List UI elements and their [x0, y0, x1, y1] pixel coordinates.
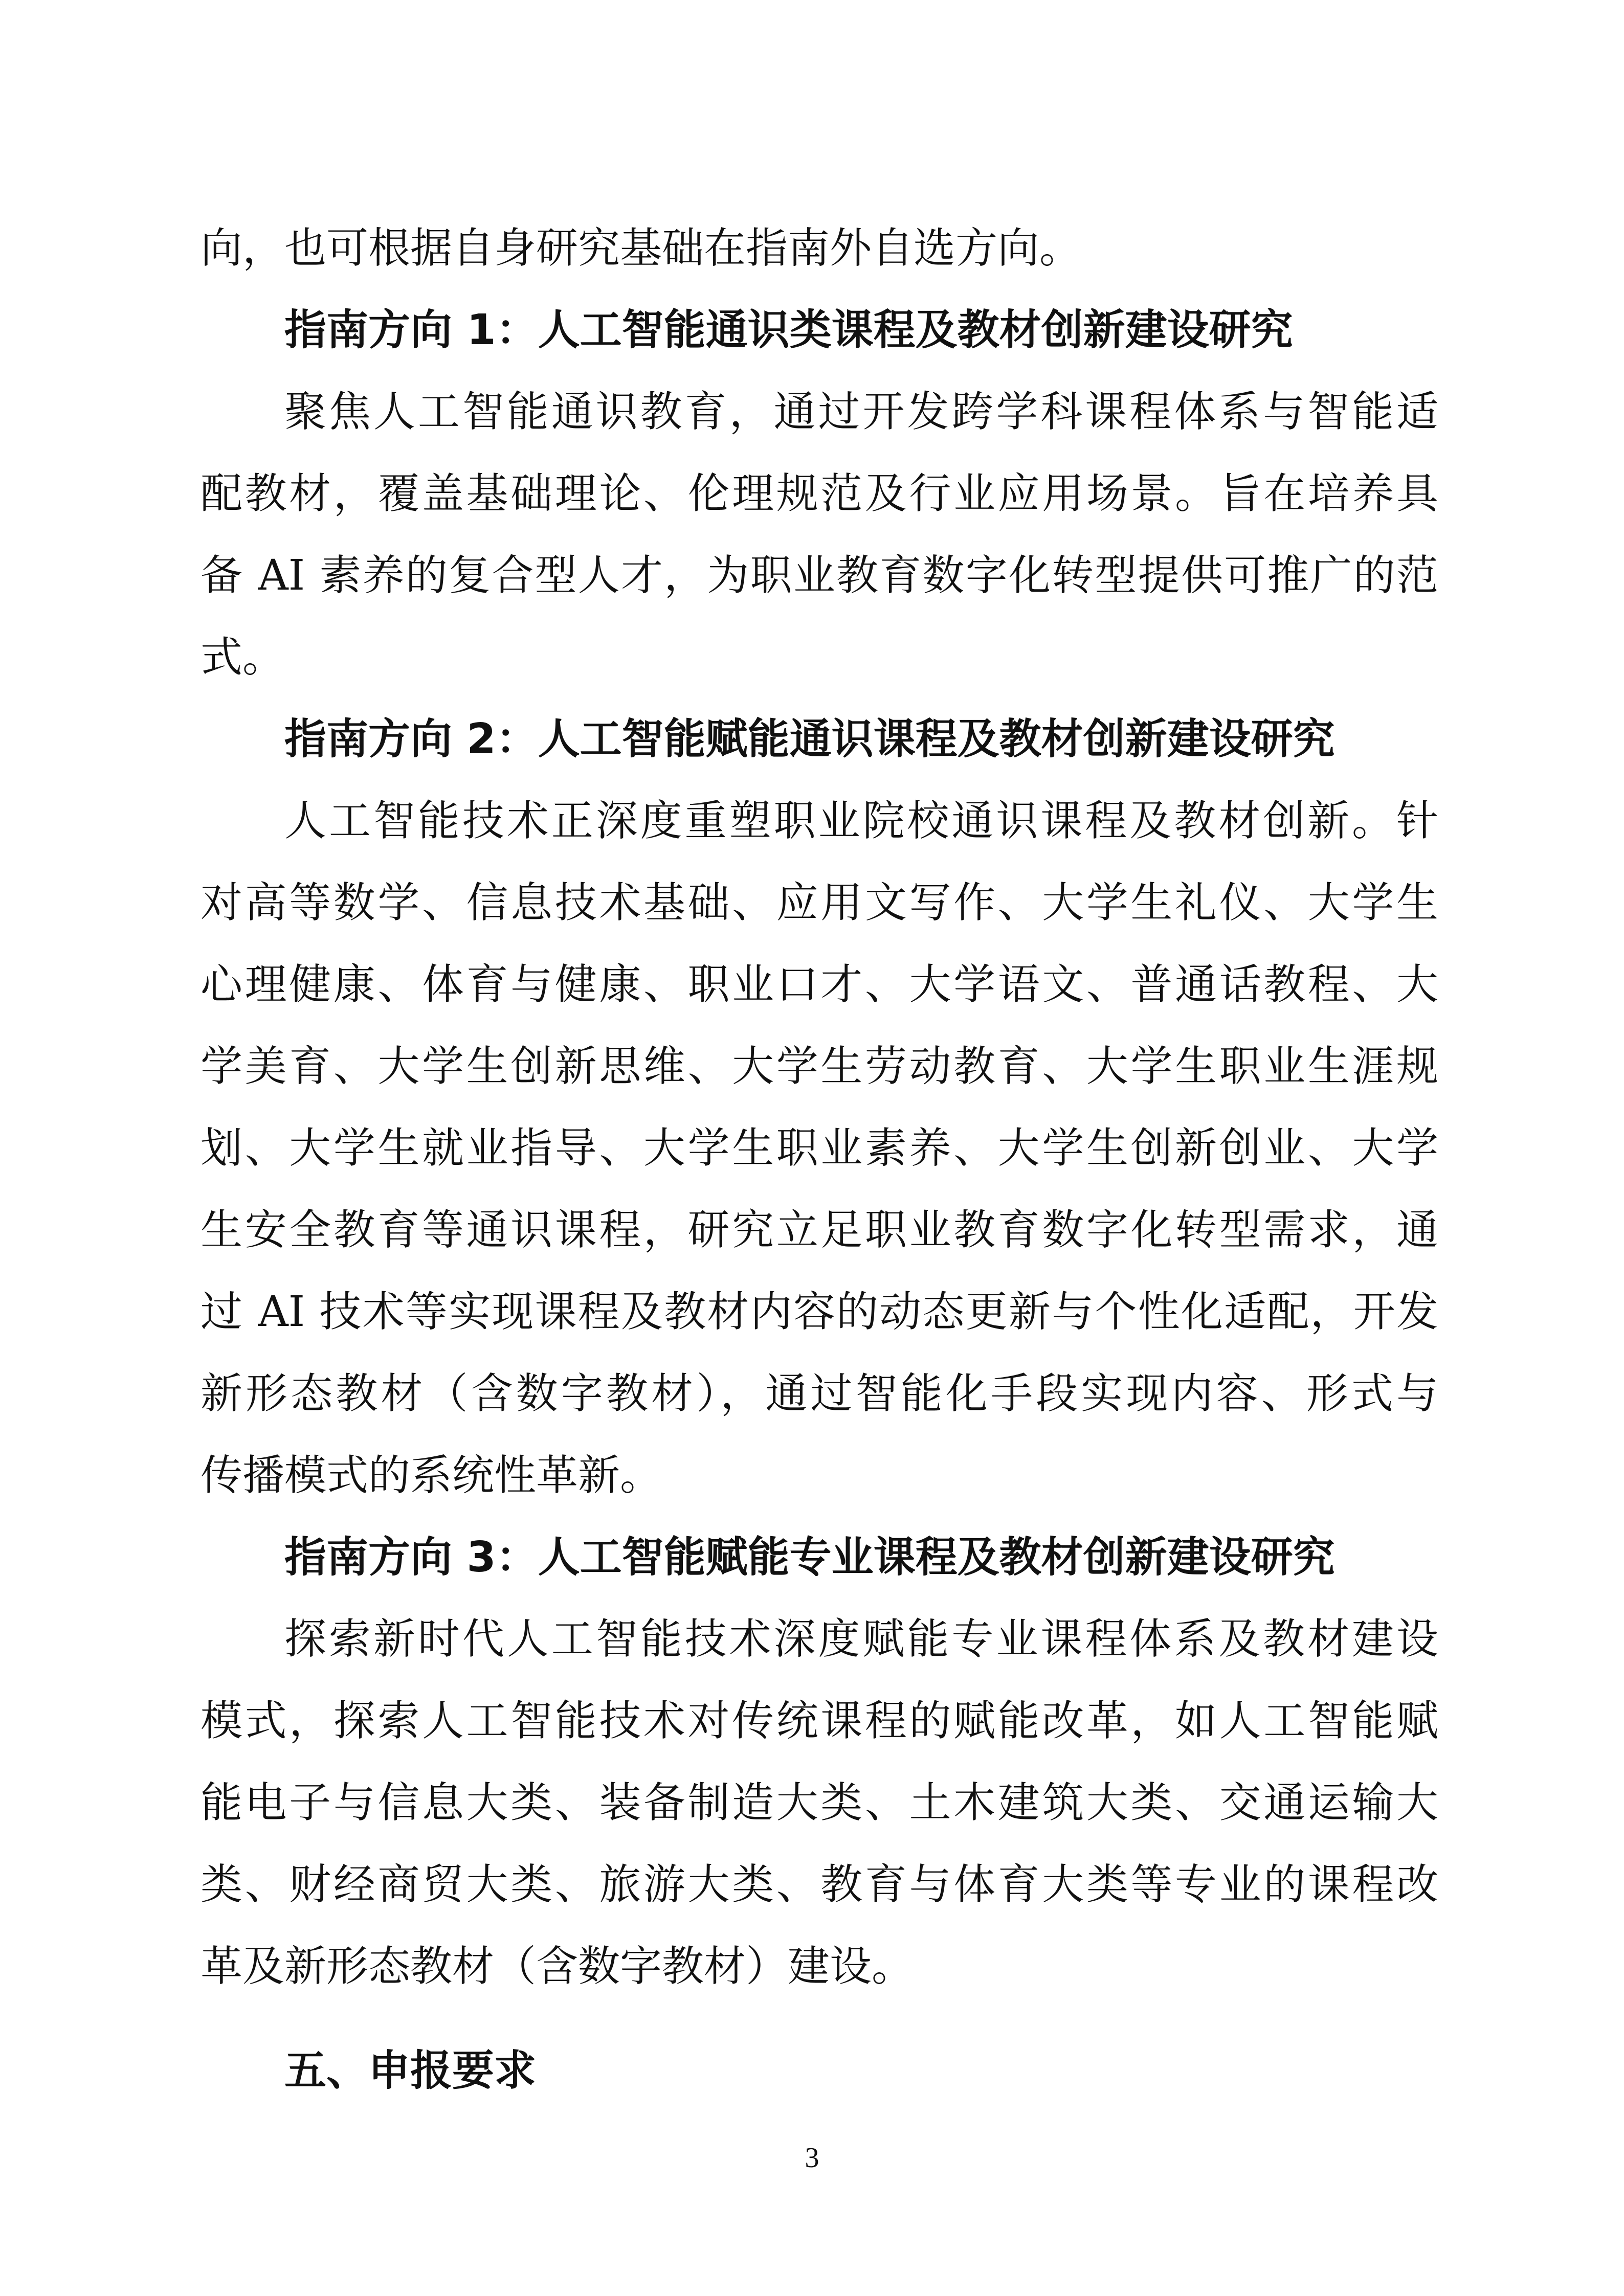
- paragraph-line: 配教材，覆盖基础理论、伦理规范及行业应用场景。旨在培养具: [201, 469, 1438, 518]
- paragraph-line: 能电子与信息大类、装备制造大类、土木建筑大类、交通运输大: [201, 1779, 1438, 1827]
- paragraph-line: 心理健康、体育与健康、职业口才、大学语文、普通话教程、大: [201, 960, 1438, 1009]
- paragraph-line: 传播模式的系统性革新。: [201, 1451, 662, 1500]
- paragraph-line: 对高等数学、信息技术基础、应用文写作、大学生礼仪、大学生: [201, 879, 1438, 927]
- paragraph-line: 聚焦人工智能通识教育，通过开发跨学科课程体系与智能适: [284, 388, 1438, 436]
- paragraph-line: 备 AI 素养的复合型人才，为职业教育数字化转型提供可推广的范: [201, 551, 1438, 600]
- page-number: 3: [805, 2142, 819, 2174]
- paragraph-line: 新形态教材（含数字教材），通过智能化手段实现内容、形式与: [201, 1369, 1438, 1418]
- chapter-heading: 五、申报要求: [284, 2046, 537, 2095]
- paragraph-line: 模式，探索人工智能技术对传统课程的赋能改革，如人工智能赋: [201, 1697, 1438, 1745]
- paragraph-line: 式。: [201, 633, 285, 682]
- paragraph-line: 生安全教育等通识课程，研究立足职业教育数字化转型需求，通: [201, 1206, 1438, 1254]
- paragraph-line: 学美育、大学生创新思维、大学生劳动教育、大学生职业生涯规: [201, 1042, 1438, 1091]
- section-heading: 指南方向 2：人工智能赋能通识课程及教材创新建设研究: [284, 715, 1335, 763]
- paragraph-line: 划、大学生就业指导、大学生职业素养、大学生创新创业、大学: [201, 1124, 1438, 1173]
- section-heading: 指南方向 1：人工智能通识类课程及教材创新建设研究: [284, 306, 1293, 354]
- paragraph-line: 探索新时代人工智能技术深度赋能专业课程体系及教材建设: [284, 1615, 1438, 1663]
- paragraph-line: 过 AI 技术等实现课程及教材内容的动态更新与个性化适配，开发: [201, 1288, 1438, 1336]
- section-heading: 指南方向 3：人工智能赋能专业课程及教材创新建设研究: [284, 1533, 1335, 1582]
- paragraph-line: 革及新形态教材（含数字教材）建设。: [201, 1942, 914, 1991]
- paragraph-line: 人工智能技术正深度重塑职业院校通识课程及教材创新。针: [284, 797, 1438, 845]
- paragraph-line: 向，也可根据自身研究基础在指南外自选方向。: [201, 224, 1082, 273]
- paragraph-line: 类、财经商贸大类、旅游大类、教育与体育大类等专业的课程改: [201, 1860, 1438, 1909]
